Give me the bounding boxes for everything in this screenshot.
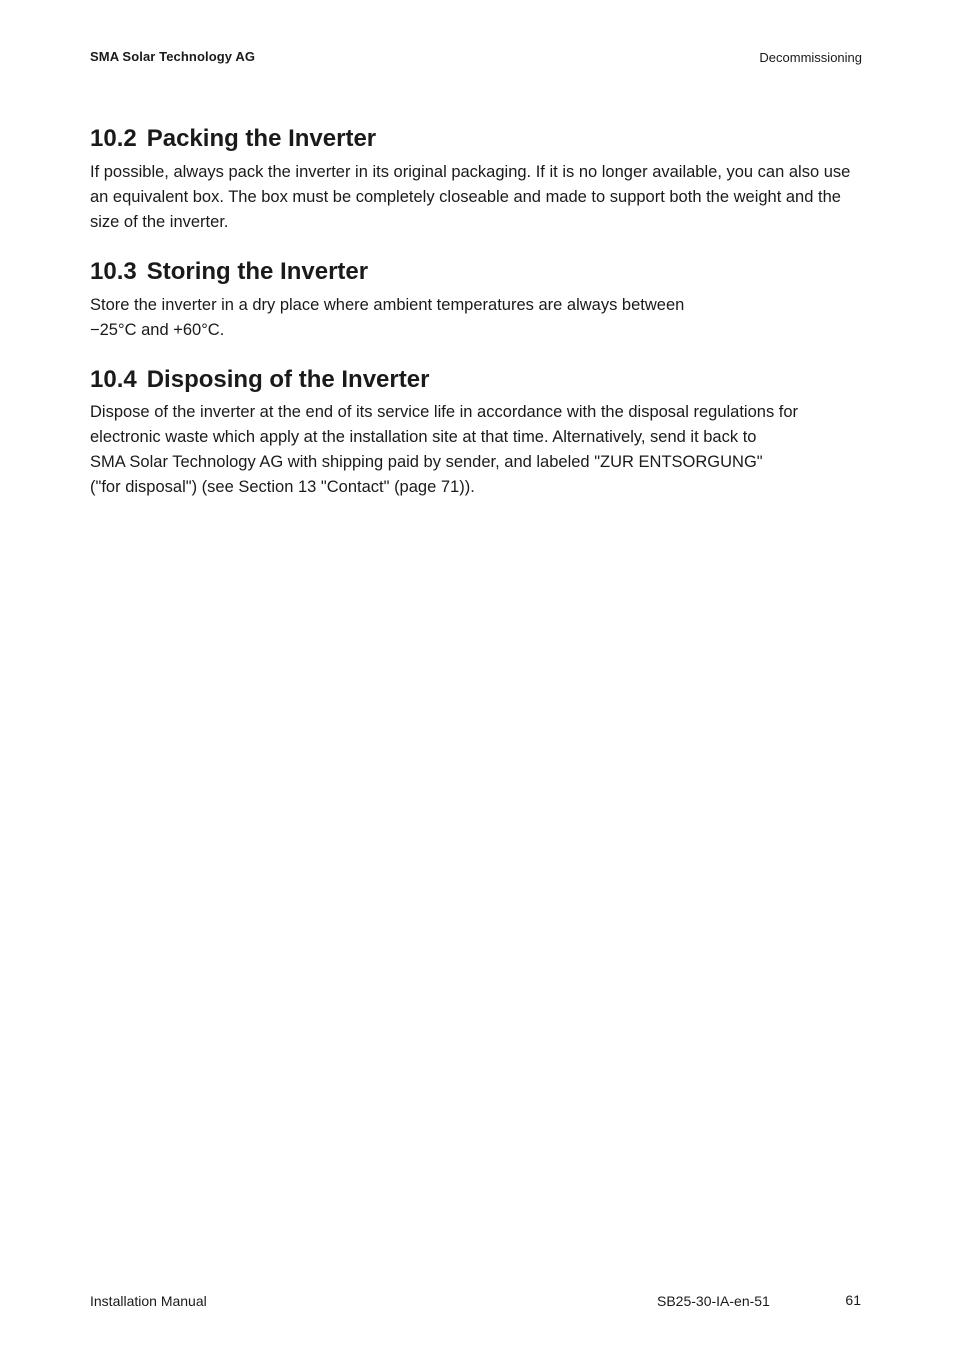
section-number: 10.3	[90, 258, 137, 285]
section-number: 10.2	[90, 125, 137, 152]
section-heading	[90, 122, 865, 156]
page-content	[90, 122, 865, 522]
section-body: Store the inverter in a dry place where ambient temperatures are always between −25°C and +60°C.	[90, 296, 685, 339]
section-disposing	[90, 363, 865, 500]
section-packing	[90, 122, 865, 235]
section-heading	[90, 363, 865, 397]
section-body: Dispose of the inverter at the end of its service life in accordance with the disposal regulations for electronic waste which apply at the installation site at that time. Alternatively, send it back to SMA Solar Technology AG with shipping paid by sender, and labeled "ZUR ENTSORGUNG" ("for disposal") (see Section 13 "Contact" (page 71)).	[90, 403, 799, 496]
section-title: Storing the Inverter	[146, 258, 369, 285]
section-title: Disposing of the Inverter	[146, 366, 430, 393]
header-company: SMA Solar Technology AG	[90, 49, 256, 64]
section-number: 10.4	[90, 366, 137, 393]
page-number: 61	[845, 1292, 861, 1308]
footer-document-type: Installation Manual	[90, 1293, 207, 1309]
footer-document-code: SB25-30-IA-en-51	[657, 1293, 770, 1309]
section-title: Packing the Inverter	[146, 125, 377, 152]
section-heading	[90, 255, 865, 289]
header-chapter: Decommissioning	[759, 50, 862, 65]
section-body: If possible, always pack the inverter in its original packaging. If it is no longer available, you can also use an equivalent box. The box must be completely closeable and made to support both the weight and the size of the inverter.	[90, 163, 851, 231]
section-storing	[90, 255, 865, 343]
